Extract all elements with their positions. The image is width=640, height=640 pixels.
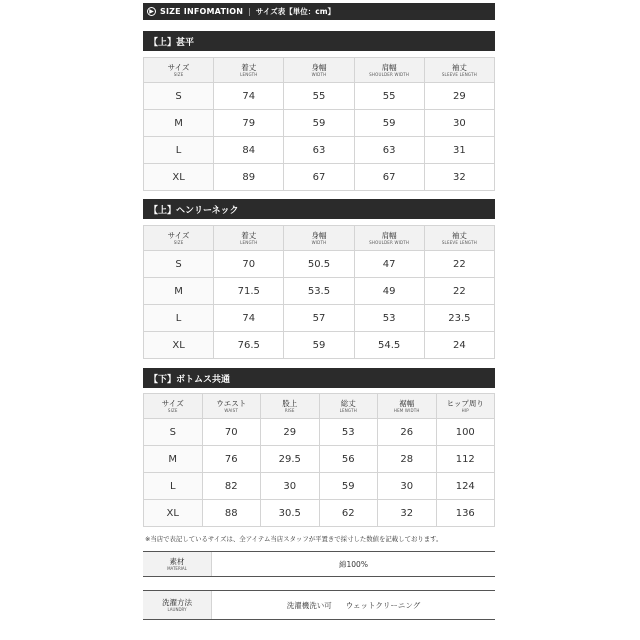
column-header xyxy=(436,394,495,419)
measurement-cell: 112 xyxy=(436,446,495,473)
header-subtitle: サイズ表【単位：cm】 xyxy=(255,7,336,16)
column-header xyxy=(284,58,354,83)
measurement-cell: 30 xyxy=(424,110,494,137)
measurement-cell: 50.5 xyxy=(284,251,354,278)
size-label-cell: XL xyxy=(144,500,203,527)
column-header xyxy=(202,394,261,419)
material-label xyxy=(143,552,212,576)
size-label-cell: M xyxy=(144,446,203,473)
column-header-en: WIDTH xyxy=(311,239,327,245)
column-header-en: SLEEVE LENGTH xyxy=(441,239,477,245)
section-title-text: 【上】ヘンリーネック xyxy=(149,205,239,216)
column-header xyxy=(424,226,494,251)
column-header-jp: 身幅 xyxy=(311,62,327,72)
measurement-cell: 57 xyxy=(284,305,354,332)
measurement-cell: 59 xyxy=(354,110,424,137)
measurement-cell: 29.5 xyxy=(261,446,320,473)
column-header-en: LENGTH xyxy=(339,407,357,413)
measurement-note: ※当店で表記しているサイズは、全アイテム当店スタッフが平置きで採寸した数値を記載しております。 xyxy=(145,535,443,543)
measurement-cell: 49 xyxy=(354,278,424,305)
column-header-en: HIP xyxy=(461,407,469,413)
size-label-cell: L xyxy=(144,137,214,164)
laundry-row xyxy=(143,590,495,620)
column-header-jp: 裾幅 xyxy=(399,398,415,408)
laundry-label xyxy=(143,591,212,619)
size-label-cell: L xyxy=(144,473,203,500)
column-header-en: WAIST xyxy=(224,407,239,413)
measurement-cell: 23.5 xyxy=(424,305,494,332)
measurement-cell: 88 xyxy=(202,500,261,527)
header-separator: | xyxy=(248,7,251,16)
measurement-cell: 89 xyxy=(214,164,284,191)
table-row xyxy=(144,473,495,500)
column-header-jp: サイズ xyxy=(161,398,184,408)
measurement-cell: 100 xyxy=(436,419,495,446)
column-header-en: SLEEVE LENGTH xyxy=(441,71,477,77)
measurement-cell: 63 xyxy=(284,137,354,164)
size-table-jinbei xyxy=(143,57,495,191)
column-header-en: LENGTH xyxy=(240,239,258,245)
measurement-cell: 22 xyxy=(424,278,494,305)
right-arrow-icon: ▶ xyxy=(147,7,156,16)
column-header xyxy=(261,394,320,419)
material-value: 綿100% xyxy=(339,559,368,569)
column-header-jp: 股上 xyxy=(282,398,298,408)
column-header xyxy=(144,394,203,419)
section-title-text: 【上】甚平 xyxy=(149,37,195,48)
column-header-en: LENGTH xyxy=(240,71,258,77)
section-title-text: 【下】ボトムス共通 xyxy=(149,374,231,385)
column-header xyxy=(354,226,424,251)
laundry-value-1: 洗濯機洗い可 xyxy=(286,600,332,610)
measurement-cell: 29 xyxy=(424,83,494,110)
measurement-cell: 84 xyxy=(214,137,284,164)
column-header-en: HEM WIDTH xyxy=(393,407,420,413)
size-table-henley xyxy=(143,225,495,359)
section-title-jinbei xyxy=(143,31,495,51)
measurement-cell: 67 xyxy=(284,164,354,191)
column-header-jp: サイズ xyxy=(167,62,190,72)
measurement-cell: 26 xyxy=(378,419,437,446)
measurement-cell: 32 xyxy=(378,500,437,527)
measurement-cell: 28 xyxy=(378,446,437,473)
measurement-cell: 30.5 xyxy=(261,500,320,527)
table-row xyxy=(144,446,495,473)
measurement-cell: 74 xyxy=(214,305,284,332)
table-row xyxy=(144,500,495,527)
table-header-row xyxy=(144,58,495,83)
header-title: SIZE INFOMATION xyxy=(160,7,244,16)
laundry-value-cell xyxy=(212,591,495,619)
measurement-cell: 24 xyxy=(424,332,494,359)
column-header xyxy=(378,394,437,419)
column-header xyxy=(144,226,214,251)
measurement-cell: 53.5 xyxy=(284,278,354,305)
measurement-cell: 22 xyxy=(424,251,494,278)
measurement-cell: 31 xyxy=(424,137,494,164)
measurement-cell: 62 xyxy=(319,500,378,527)
column-header xyxy=(319,394,378,419)
column-header-en: WIDTH xyxy=(311,71,327,77)
table-row xyxy=(144,83,495,110)
column-header-jp: 肩幅 xyxy=(381,230,397,240)
column-header-jp: 袖丈 xyxy=(451,62,467,72)
column-header-en: SIZE xyxy=(173,239,184,245)
table-row xyxy=(144,110,495,137)
column-header-en: SIZE xyxy=(173,71,184,77)
size-table-bottoms xyxy=(143,393,495,527)
measurement-cell: 74 xyxy=(214,83,284,110)
column-header-jp: ヒップ周り xyxy=(446,398,484,408)
column-header-en: RISE xyxy=(284,407,295,413)
table-row xyxy=(144,305,495,332)
measurement-cell: 55 xyxy=(354,83,424,110)
material-value-cell xyxy=(212,552,495,576)
size-info-header xyxy=(143,3,495,20)
column-header xyxy=(214,58,284,83)
laundry-value-2: ウェットクリーニング xyxy=(345,600,421,610)
table-header-row xyxy=(144,394,495,419)
material-label-jp: 素材 xyxy=(169,556,185,566)
measurement-cell: 76 xyxy=(202,446,261,473)
measurement-cell: 53 xyxy=(354,305,424,332)
column-header-jp: サイズ xyxy=(167,230,190,240)
column-header-en: SIZE xyxy=(167,407,178,413)
size-label-cell: L xyxy=(144,305,214,332)
column-header-jp: 肩幅 xyxy=(381,62,397,72)
size-label-cell: XL xyxy=(144,332,214,359)
measurement-cell: 63 xyxy=(354,137,424,164)
measurement-cell: 59 xyxy=(284,332,354,359)
measurement-cell: 47 xyxy=(354,251,424,278)
table-row xyxy=(144,278,495,305)
laundry-label-en: LAUNDRY xyxy=(167,606,187,612)
measurement-cell: 55 xyxy=(284,83,354,110)
measurement-cell: 136 xyxy=(436,500,495,527)
measurement-cell: 54.5 xyxy=(354,332,424,359)
column-header-jp: 着丈 xyxy=(241,62,257,72)
measurement-cell: 30 xyxy=(261,473,320,500)
measurement-cell: 76.5 xyxy=(214,332,284,359)
column-header-jp: 着丈 xyxy=(241,230,257,240)
measurement-cell: 70 xyxy=(202,419,261,446)
measurement-cell: 79 xyxy=(214,110,284,137)
table-row xyxy=(144,332,495,359)
measurement-cell: 82 xyxy=(202,473,261,500)
column-header-jp: ウエスト xyxy=(216,398,247,408)
column-header xyxy=(354,58,424,83)
material-row xyxy=(143,551,495,577)
column-header xyxy=(214,226,284,251)
column-header-jp: 袖丈 xyxy=(451,230,467,240)
measurement-cell: 67 xyxy=(354,164,424,191)
size-label-cell: S xyxy=(144,251,214,278)
measurement-cell: 71.5 xyxy=(214,278,284,305)
column-header-en: SHOULDER WIDTH xyxy=(369,239,410,245)
column-header-en: SHOULDER WIDTH xyxy=(369,71,410,77)
column-header-jp: 総丈 xyxy=(340,398,356,408)
table-row xyxy=(144,164,495,191)
size-label-cell: M xyxy=(144,110,214,137)
measurement-cell: 53 xyxy=(319,419,378,446)
column-header xyxy=(424,58,494,83)
size-label-cell: S xyxy=(144,419,203,446)
measurement-cell: 29 xyxy=(261,419,320,446)
table-row xyxy=(144,419,495,446)
measurement-cell: 124 xyxy=(436,473,495,500)
measurement-cell: 59 xyxy=(319,473,378,500)
section-title-henley xyxy=(143,199,495,219)
measurement-cell: 32 xyxy=(424,164,494,191)
material-label-en: MATERIAL xyxy=(167,565,187,571)
measurement-cell: 70 xyxy=(214,251,284,278)
table-row xyxy=(144,137,495,164)
column-header xyxy=(284,226,354,251)
size-label-cell: M xyxy=(144,278,214,305)
measurement-cell: 59 xyxy=(284,110,354,137)
laundry-label-jp: 洗濯方法 xyxy=(162,597,192,607)
column-header xyxy=(144,58,214,83)
measurement-cell: 56 xyxy=(319,446,378,473)
measurement-cell: 30 xyxy=(378,473,437,500)
section-title-bottoms xyxy=(143,368,495,388)
size-label-cell: XL xyxy=(144,164,214,191)
column-header-jp: 身幅 xyxy=(311,230,327,240)
size-label-cell: S xyxy=(144,83,214,110)
table-row xyxy=(144,251,495,278)
table-header-row xyxy=(144,226,495,251)
